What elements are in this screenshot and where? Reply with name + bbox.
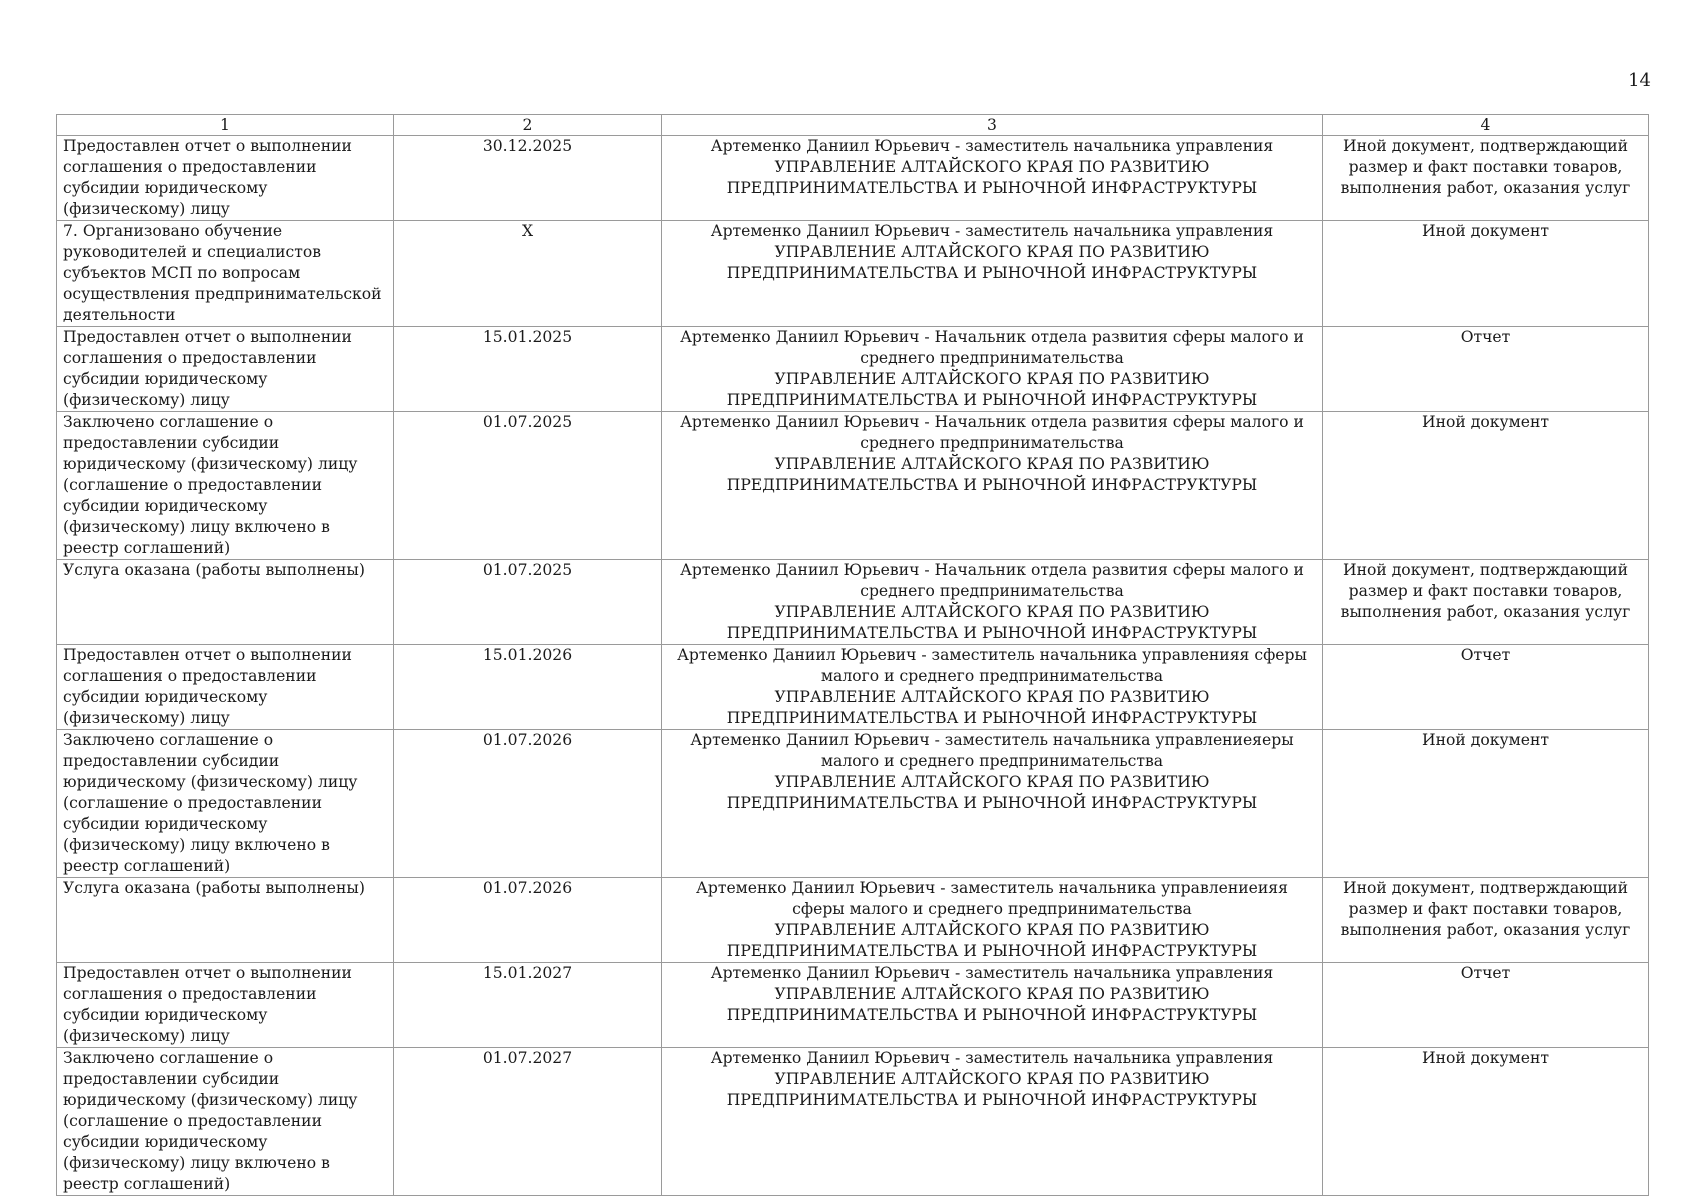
document-cell: Иной документ, подтверждающий размер и факт поставки товаров, выполнения работ, оказания услуг <box>1323 560 1649 645</box>
event-cell: Предоставлен отчет о выполнении соглашения о предоставлении субсидии юридическому (физическому) лицу <box>57 327 394 412</box>
column-header: 3 <box>662 115 1323 136</box>
event-cell: Заключено соглашение о предоставлении субсидии юридическому (физическому) лицу (соглашение о предоставлении субсидии юридическому (физическому) лицу включено в реестр соглашений) <box>57 412 394 560</box>
responsible-cell <box>662 136 1323 221</box>
responsible-org: УПРАВЛЕНИЕ АЛТАЙСКОГО КРАЯ ПО РАЗВИТИЮ ПРЕДПРИНИМАТЕЛЬСТВА И РЫНОЧНОЙ ИНФРАСТРУКТУРЫ <box>726 985 1258 1024</box>
responsible-cell <box>662 730 1323 878</box>
table-row <box>57 560 1649 645</box>
responsible-org: УПРАВЛЕНИЕ АЛТАЙСКОГО КРАЯ ПО РАЗВИТИЮ ПРЕДПРИНИМАТЕЛЬСТВА И РЫНОЧНОЙ ИНФРАСТРУКТУРЫ <box>726 603 1258 642</box>
date-cell: 01.07.2025 <box>394 560 662 645</box>
table-row <box>57 1048 1649 1196</box>
responsible-org: УПРАВЛЕНИЕ АЛТАЙСКОГО КРАЯ ПО РАЗВИТИЮ ПРЕДПРИНИМАТЕЛЬСТВА И РЫНОЧНОЙ ИНФРАСТРУКТУРЫ <box>726 1070 1258 1109</box>
date-cell: X <box>394 221 662 327</box>
responsible-person: Артеменко Даниил Юрьевич - заместитель начальника управленияя сферы малого и среднего предпринимательства <box>677 646 1307 685</box>
column-header: 1 <box>57 115 394 136</box>
date-cell: 15.01.2027 <box>394 963 662 1048</box>
document-cell: Иной документ <box>1323 221 1649 327</box>
document-cell: Отчет <box>1323 645 1649 730</box>
table-row <box>57 412 1649 560</box>
responsible-org: УПРАВЛЕНИЕ АЛТАЙСКОГО КРАЯ ПО РАЗВИТИЮ ПРЕДПРИНИМАТЕЛЬСТВА И РЫНОЧНОЙ ИНФРАСТРУКТУРЫ <box>726 773 1258 812</box>
document-cell: Отчет <box>1323 327 1649 412</box>
date-cell: 01.07.2025 <box>394 412 662 560</box>
date-cell: 01.07.2027 <box>394 1048 662 1196</box>
date-cell: 15.01.2025 <box>394 327 662 412</box>
document-cell: Иной документ <box>1323 730 1649 878</box>
responsible-org: УПРАВЛЕНИЕ АЛТАЙСКОГО КРАЯ ПО РАЗВИТИЮ ПРЕДПРИНИМАТЕЛЬСТВА И РЫНОЧНОЙ ИНФРАСТРУКТУРЫ <box>726 370 1258 409</box>
event-cell: Заключено соглашение о предоставлении субсидии юридическому (физическому) лицу (соглашение о предоставлении субсидии юридическому (физическому) лицу включено в реестр соглашений) <box>57 1048 394 1196</box>
responsible-cell <box>662 1048 1323 1196</box>
responsible-org: УПРАВЛЕНИЕ АЛТАЙСКОГО КРАЯ ПО РАЗВИТИЮ ПРЕДПРИНИМАТЕЛЬСТВА И РЫНОЧНОЙ ИНФРАСТРУКТУРЫ <box>726 921 1258 960</box>
document-cell: Иной документ <box>1323 412 1649 560</box>
responsible-org: УПРАВЛЕНИЕ АЛТАЙСКОГО КРАЯ ПО РАЗВИТИЮ ПРЕДПРИНИМАТЕЛЬСТВА И РЫНОЧНОЙ ИНФРАСТРУКТУРЫ <box>726 455 1258 494</box>
table-row <box>57 730 1649 878</box>
column-header: 2 <box>394 115 662 136</box>
table-row <box>57 136 1649 221</box>
date-cell: 01.07.2026 <box>394 878 662 963</box>
responsible-person: Артеменко Даниил Юрьевич - заместитель начальника управлениеяеры малого и среднего предпринимательства <box>690 731 1294 770</box>
responsible-org: УПРАВЛЕНИЕ АЛТАЙСКОГО КРАЯ ПО РАЗВИТИЮ ПРЕДПРИНИМАТЕЛЬСТВА И РЫНОЧНОЙ ИНФРАСТРУКТУРЫ <box>726 158 1258 197</box>
event-cell: Услуга оказана (работы выполнены) <box>57 878 394 963</box>
table-row <box>57 645 1649 730</box>
responsible-org: УПРАВЛЕНИЕ АЛТАЙСКОГО КРАЯ ПО РАЗВИТИЮ ПРЕДПРИНИМАТЕЛЬСТВА И РЫНОЧНОЙ ИНФРАСТРУКТУРЫ <box>726 688 1258 727</box>
document-cell: Иной документ, подтверждающий размер и факт поставки товаров, выполнения работ, оказания услуг <box>1323 136 1649 221</box>
responsible-org: УПРАВЛЕНИЕ АЛТАЙСКОГО КРАЯ ПО РАЗВИТИЮ ПРЕДПРИНИМАТЕЛЬСТВА И РЫНОЧНОЙ ИНФРАСТРУКТУРЫ <box>726 243 1258 282</box>
event-cell: Предоставлен отчет о выполнении соглашения о предоставлении субсидии юридическому (физическому) лицу <box>57 136 394 221</box>
column-header: 4 <box>1323 115 1649 136</box>
table-row <box>57 327 1649 412</box>
event-cell: Предоставлен отчет о выполнении соглашения о предоставлении субсидии юридическому (физическому) лицу <box>57 645 394 730</box>
responsible-cell <box>662 327 1323 412</box>
responsible-person: Артеменко Даниил Юрьевич - заместитель начальника управления <box>710 1049 1274 1067</box>
responsible-person: Артеменко Даниил Юрьевич - Начальник отдела развития сферы малого и среднего предпринимательства <box>680 561 1304 600</box>
date-cell: 01.07.2026 <box>394 730 662 878</box>
table-header-row <box>57 115 1649 136</box>
responsible-person: Артеменко Даниил Юрьевич - заместитель начальника управления <box>710 964 1274 982</box>
responsible-person: Артеменко Даниил Юрьевич - заместитель начальника управления <box>710 222 1274 240</box>
responsible-cell <box>662 645 1323 730</box>
event-cell: Услуга оказана (работы выполнены) <box>57 560 394 645</box>
document-cell: Иной документ, подтверждающий размер и факт поставки товаров, выполнения работ, оказания услуг <box>1323 878 1649 963</box>
page-number: 14 <box>1628 70 1651 91</box>
responsible-cell <box>662 412 1323 560</box>
responsible-person: Артеменко Даниил Юрьевич - Начальник отдела развития сферы малого и среднего предпринимательства <box>680 413 1304 452</box>
table-row <box>57 963 1649 1048</box>
responsible-cell <box>662 221 1323 327</box>
document-cell: Отчет <box>1323 963 1649 1048</box>
responsible-cell <box>662 878 1323 963</box>
responsible-cell <box>662 560 1323 645</box>
responsible-person: Артеменко Даниил Юрьевич - заместитель начальника управлениеияя сферы малого и среднего предпринимательства <box>696 879 1288 918</box>
event-cell: Предоставлен отчет о выполнении соглашения о предоставлении субсидии юридическому (физическому) лицу <box>57 963 394 1048</box>
responsible-person: Артеменко Даниил Юрьевич - Начальник отдела развития сферы малого и среднего предпринимательства <box>680 328 1304 367</box>
table-row <box>57 221 1649 327</box>
date-cell: 30.12.2025 <box>394 136 662 221</box>
responsible-cell <box>662 963 1323 1048</box>
event-cell: 7. Организовано обучение руководителей и специалистов субъектов МСП по вопросам осуществления предпринимательской деятельности <box>57 221 394 327</box>
document-cell: Иной документ <box>1323 1048 1649 1196</box>
event-cell: Заключено соглашение о предоставлении субсидии юридическому (физическому) лицу (соглашение о предоставлении субсидии юридическому (физическому) лицу включено в реестр соглашений) <box>57 730 394 878</box>
responsible-person: Артеменко Даниил Юрьевич - заместитель начальника управления <box>710 137 1274 155</box>
date-cell: 15.01.2026 <box>394 645 662 730</box>
results-table <box>56 114 1649 1196</box>
table-row <box>57 878 1649 963</box>
